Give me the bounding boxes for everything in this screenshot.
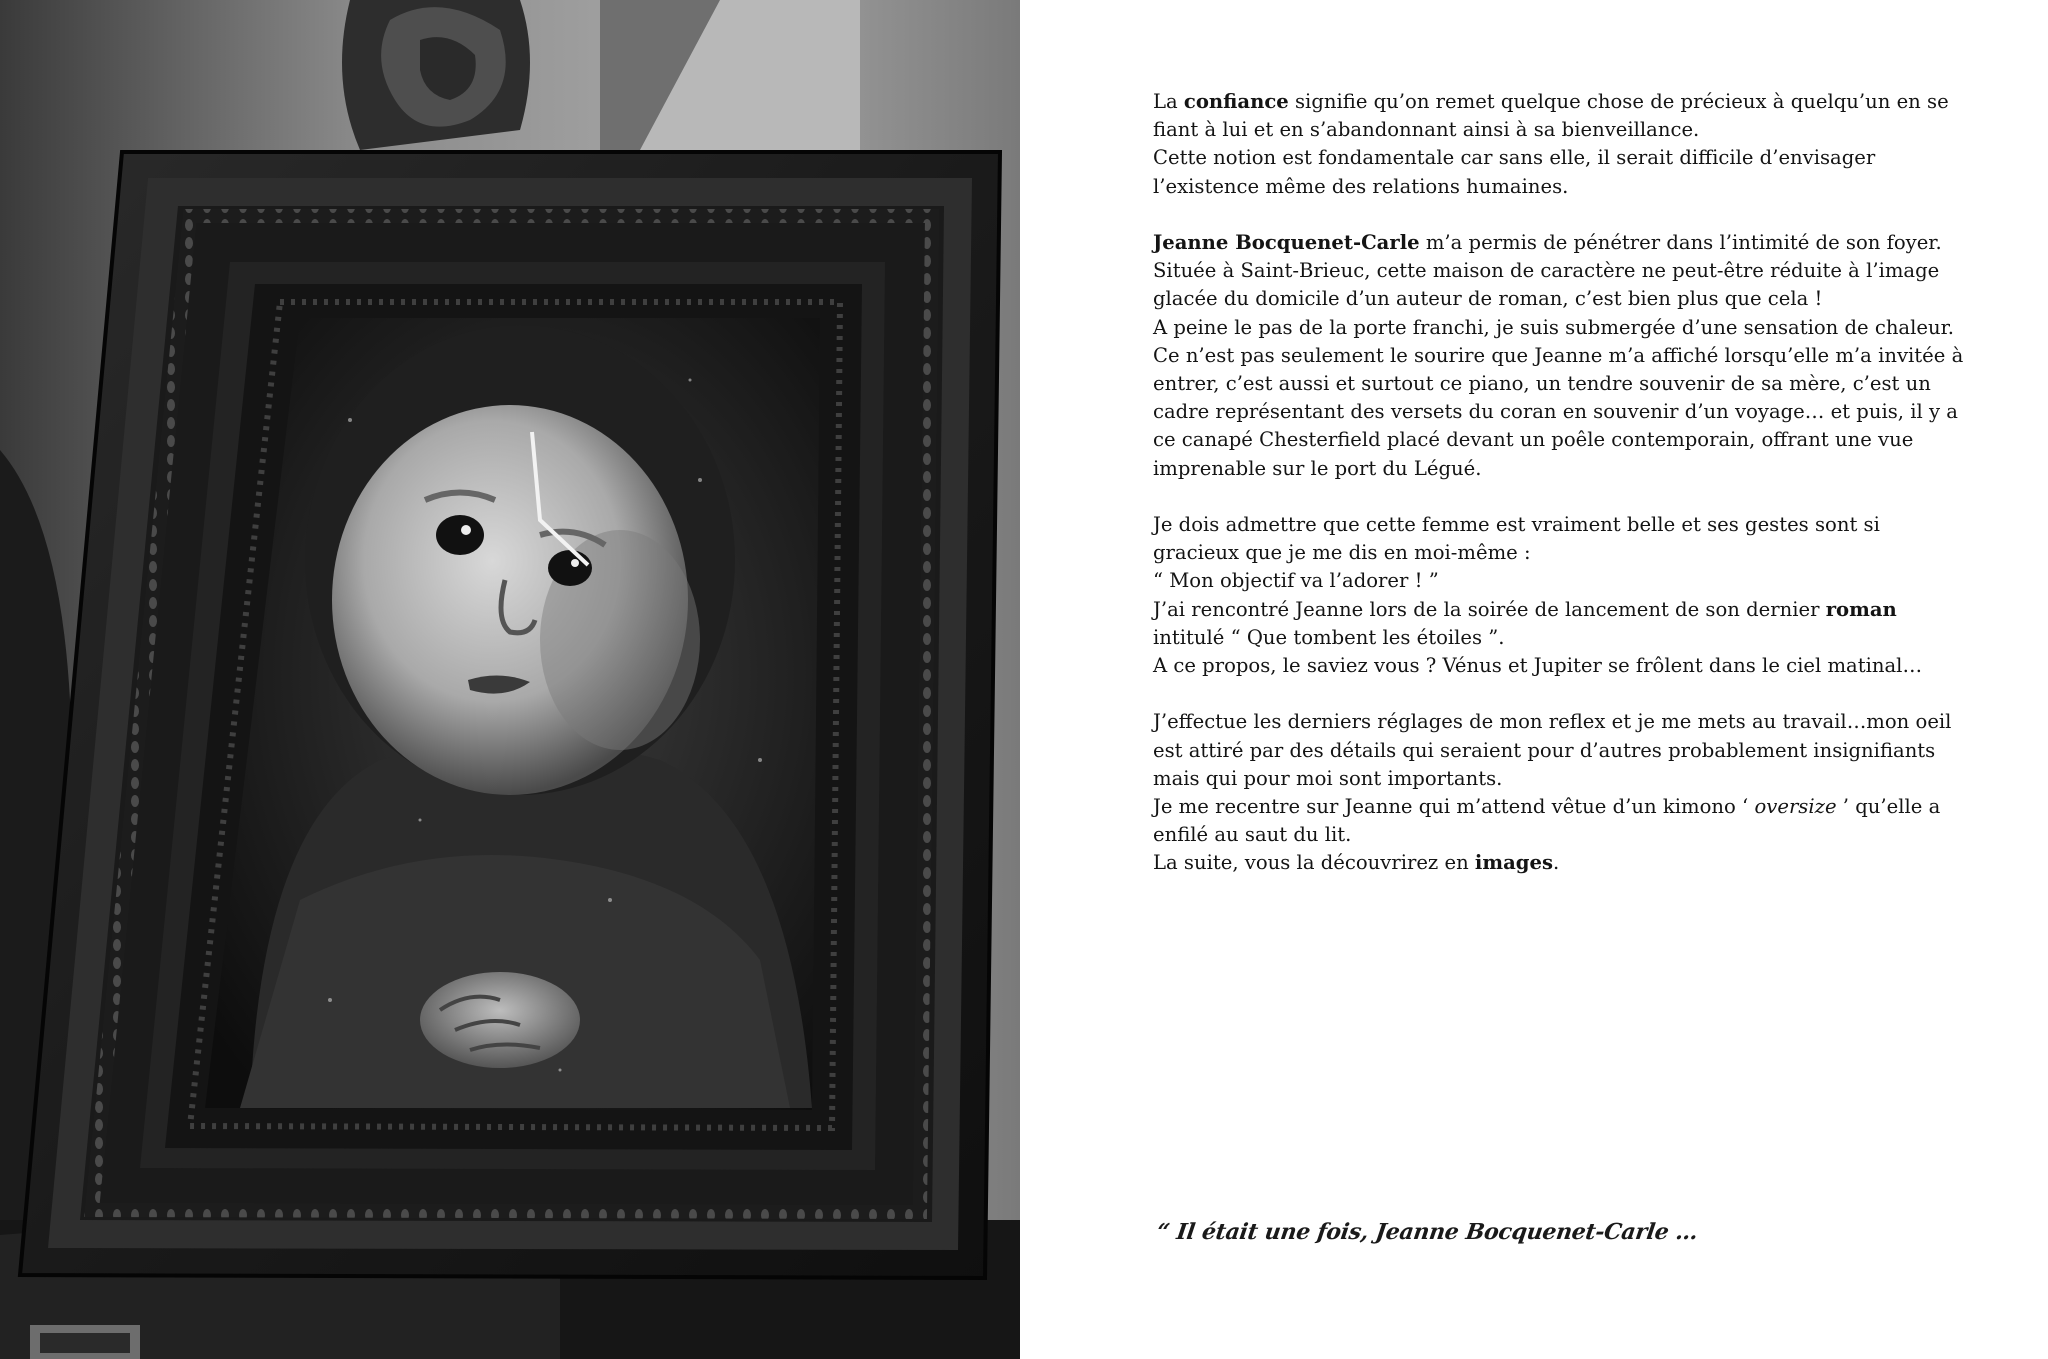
text-line: A ce propos, le saviez vous ? Vénus et Jupiter se frôlent dans le ciel matinal… (1153, 654, 1923, 678)
text-line: gracieux que je me dis en moi-même : (1153, 541, 1531, 565)
signature-caption: “ Il était une fois, Jeanne Bocquenet-Carle … (1155, 1219, 1700, 1245)
bold-keyword: roman (1825, 597, 1897, 621)
text-run: J’ai rencontré Jeanne lors de la soirée de lancement de son dernier (1153, 597, 1826, 621)
italic-word: oversize (1754, 795, 1837, 819)
text-line: entrer, c’est aussi et surtout ce piano, un tendre souvenir de sa mère, c’est un (1153, 372, 1931, 396)
text-line: ce canapé Chesterfield placé devant un poêle contemporain, offrant une vue (1153, 428, 1914, 452)
bold-keyword: images (1474, 851, 1553, 875)
text-line: mais qui pour moi sont importants. (1153, 766, 1503, 790)
framed-photo-icon (0, 0, 1020, 1359)
text-page (1020, 0, 2048, 1359)
paragraph-travail (1153, 708, 1953, 877)
text-line: A peine le pas de la porte franchi, je suis submergée d’une sensation de chaleur. (1153, 315, 1955, 339)
text-line (1153, 793, 1953, 821)
text-line: est attiré par des détails qui seraient pour d’autres probablement insignifiants (1153, 738, 1936, 762)
paragraph-foyer (1153, 229, 1964, 483)
text-run: La (1153, 90, 1184, 113)
article-body (1153, 88, 1964, 906)
text-line: intitulé “ Que tombent les étoiles ”. (1153, 625, 1505, 649)
text-run: Je me recentre sur Jeanne qui m’attend vêtue d’un kimono ‘ (1153, 795, 1755, 819)
text-run: signifie qu’on remet quelque chose de précieux à quelqu’un en se (1288, 90, 1949, 113)
framed-portrait-photo (0, 0, 1020, 1359)
text-line: glacée du domicile d’un auteur de roman, c’est bien plus que cela ! (1153, 287, 1823, 311)
text-line: l’existence même des relations humaines. (1153, 174, 1569, 198)
text-line: Ce n’est pas seulement le sourire que Jeanne m’a affiché lorsqu’elle m’a invitée à (1153, 343, 1964, 367)
text-line: “ Mon objectif va l’adorer ! ” (1153, 569, 1439, 593)
text-run: . (1553, 851, 1560, 875)
text-line: fiant à lui et en s’abandonnant ainsi à sa bienveillance. (1153, 118, 1700, 142)
text-line: J’effectue les derniers réglages de mon reflex et je me mets au travail…mon oeil (1153, 710, 1952, 734)
text-line: Je dois admettre que cette femme est vraiment belle et ses gestes sont si (1153, 513, 1880, 537)
text-line (1153, 596, 1953, 624)
paragraph-rencontre (1153, 511, 1953, 680)
text-line: cadre représentant des versets du coran en souvenir d’un voyage… et puis, il y a (1153, 400, 1958, 424)
text-line: imprenable sur le port du Légué. (1153, 456, 1482, 480)
bold-keyword: confiance (1183, 90, 1289, 113)
text-line: Cette notion est fondamentale car sans elle, il serait difficile d’envisager (1153, 146, 1876, 170)
paragraph-confiance (1153, 88, 1953, 201)
text-line (1153, 88, 1953, 116)
text-line: Située à Saint-Brieuc, cette maison de caractère ne peut-être réduite à l’image (1153, 259, 1940, 283)
text-line (1153, 849, 1953, 877)
text-run: ’ qu’elle a (1836, 795, 1941, 819)
text-run: m’a permis de pénétrer dans l’intimité de son foyer. (1419, 231, 1942, 254)
bold-author-name: Jeanne Bocquenet-Carle (1153, 231, 1420, 254)
text-run: La suite, vous la découvrirez en (1153, 851, 1475, 875)
text-line (1153, 229, 1953, 257)
text-line: enfilé au saut du lit. (1153, 823, 1352, 847)
